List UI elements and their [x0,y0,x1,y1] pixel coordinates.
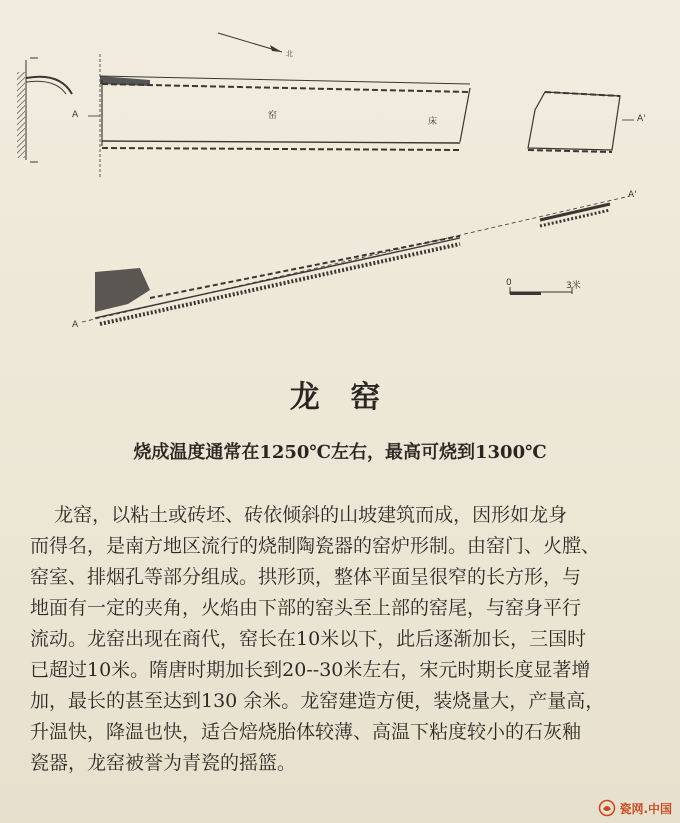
watermark-logo-icon [598,799,616,817]
body-line: 升温快，降温也快，适合焙烧胎体较薄、高温下粘度较小的石灰釉 [30,721,582,743]
scale-end: 3米 [566,281,581,291]
scale-zero: 0 [506,278,512,288]
north-arrow-icon [218,33,293,58]
plan-label-left: A [72,110,79,120]
body-line: 窑室、排烟孔等部分组成。拱形顶，整体平面呈很窄的长方形，与 [30,566,582,588]
plan-label-right: A' [637,114,646,124]
body-line: 地面有一定的夹角，火焰由下部的窑头至上部的窑尾，与窑身平行 [30,597,582,619]
page-title: 龙 窑 [289,380,391,415]
scale-bar [510,287,572,295]
plan-text-bed: 床 [428,117,438,127]
body-line: 而得名，是南方地区流行的烧制陶瓷器的窑炉形制。由窑门、火膛、 [30,535,601,557]
body-line: 已超过10米。隋唐时期加长到20--30米左右，宋元时期长度显著增 [30,659,591,681]
watermark [598,799,672,817]
section-label-left: A [72,320,79,330]
body-line: 瓷器，龙窑被誉为青瓷的摇篮。 [30,752,297,774]
svg-text:北: 北 [286,50,293,58]
body-line: 流动。龙窑出现在商代，窑长在10米以下，此后逐渐加长，三国时 [30,628,587,650]
page-subtitle: 烧成温度通常在1250℃左右，最高可烧到1300℃ [133,442,547,463]
kiln-drawing [0,0,680,340]
watermark-text: 瓷网.中国 [619,801,672,816]
kiln-door-elevation [17,58,72,162]
section-label-right: A' [628,190,637,200]
kiln-plan [88,54,634,178]
kiln-section [82,196,630,324]
body-line: 龙窑，以粘土或砖坯、砖依倾斜的山坡建筑而成，因形如龙身 [30,504,568,526]
plan-text-kiln: 窑 [268,111,278,121]
body-line: 加，最长的甚至达到130 余米。龙窑建造方便，装烧量大，产量高， [30,690,605,712]
body-text [30,500,660,779]
